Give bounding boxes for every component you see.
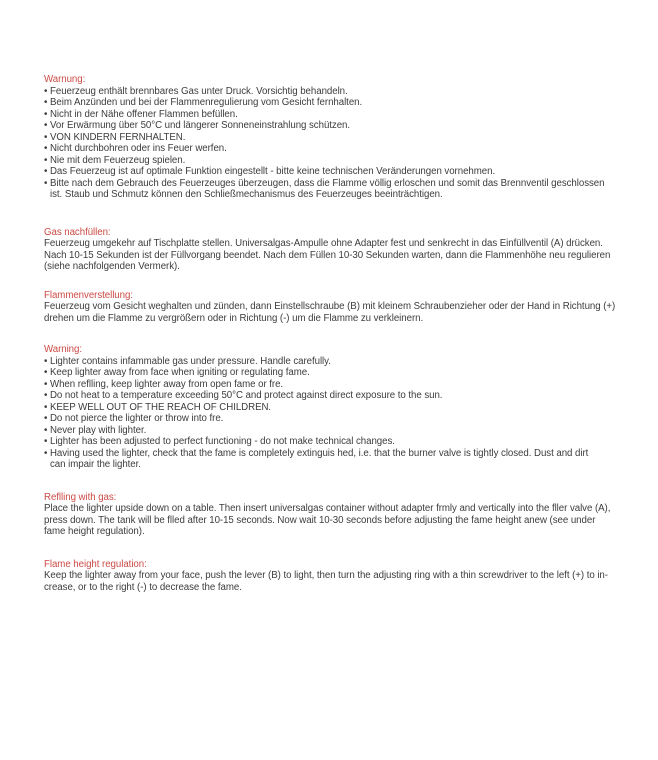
section-refilling-with-gas	[44, 492, 620, 538]
text-line: • Das Feuerzeug ist auf optimale Funktion eingestellt - bitte keine technischen Veränderungen vornehmen.	[44, 166, 496, 177]
section-lines-flammenverstellung	[44, 301, 620, 324]
text-line: ist. Staub und Schmutz können den Schließmechanismus des Feuerzeuges beeinträchtigen.	[50, 189, 443, 200]
text-line: • KEEP WELL OUT OF THE REACH OF CHILDREN.	[44, 401, 272, 413]
text-line: • Beim Anzünden und bei der Flammenregulierung vom Gesicht fernhalten.	[44, 97, 363, 108]
text-line: Keep the lighter away from your face, push the lever (B) to light, then turn the adjusting ring with a thin screwdriver to the left (+) to in-	[44, 570, 608, 581]
text-line: can impair the lighter.	[50, 459, 141, 470]
section-heading-gas-nachfuellen: Gas nachfüllen:	[44, 226, 111, 238]
text-line: • Do not heat to a temperature exceeding 50°C and protect against direct exposure to the sun.	[44, 390, 443, 401]
text-line: • Keep lighter away from face when igniting or regulating fame.	[44, 367, 310, 378]
text-line: • Vor Erwärmung über 50°C und längerer Sonneneinstrahlung schützen.	[44, 120, 351, 131]
text-line: • Nie mit dem Feuerzeug spielen.	[44, 154, 186, 166]
section-heading-refilling-with-gas: Reflling with gas:	[44, 491, 117, 503]
section-heading-warning-en: Warning:	[44, 344, 83, 355]
section-flammenverstellung	[44, 290, 620, 325]
text-line: Feuerzeug umgekehr auf Tischplatte stellen. Universalgas-Ampulle ohne Adapter fest und senkrecht in das Einfüllventil (A) drücken.	[44, 238, 603, 249]
section-lines-gas-nachfuellen	[44, 238, 620, 273]
section-lines-refilling-with-gas	[44, 503, 620, 538]
text-line: Nach 10-15 Sekunden ist der Füllvorgang beendet. Nach dem Füllen 10-30 Sekunden warten, dann die Flammenhöhe neu regulieren	[44, 249, 611, 261]
text-line: • Lighter contains infammable gas under pressure. Handle carefully.	[44, 355, 331, 367]
section-lines-warning-en	[44, 356, 620, 471]
section-heading-flammenverstellung: Flammenverstellung:	[44, 289, 133, 301]
text-line: drehen um die Flamme zu vergrößern oder in Richtung (-) um die Flamme zu verkleinern.	[44, 312, 424, 324]
text-line: • Having used the lighter, check that the fame is completely extinguis hed, i.e. that the burner valve is tightly closed. Dust and dirt	[44, 447, 589, 459]
text-line: • Lighter has been adjusted to perfect functioning - do not make technical changes.	[44, 436, 395, 447]
section-warning-en	[44, 344, 620, 471]
section-warnung-de	[44, 74, 620, 201]
document-body	[44, 74, 620, 593]
text-line: crease, or to the right (-) to decrease the fame.	[44, 581, 242, 593]
text-line: • Feuerzeug enthält brennbares Gas unter Druck. Vorsichtig behandeln.	[44, 85, 348, 97]
section-heading-warnung-de: Warnung:	[44, 74, 86, 85]
text-line: Feuerzeug vom Gesicht weghalten und zünden, dann Einstellschraube (B) mit kleinem Schraubenzieher oder der Hand in Richtung (+)	[44, 301, 616, 312]
section-flame-height-regulation	[44, 559, 620, 594]
text-line: • Nicht durchbohren oder ins Feuer werfen.	[44, 143, 227, 154]
text-line: press down. The tank will be flled after 10-15 seconds. Now wait 10-30 seconds before adjusting the fame height anew (see under	[44, 514, 596, 526]
text-line: • Do not pierce the lighter or throw into fre.	[44, 413, 224, 424]
text-line: (siehe nachfolgenden Vermerk).	[44, 261, 180, 272]
text-line: • VON KINDERN FERNHALTEN.	[44, 131, 186, 143]
section-gas-nachfuellen	[44, 227, 620, 273]
text-line: fame height regulation).	[44, 526, 145, 537]
text-line: • When reflling, keep lighter away from open fame or fre.	[44, 378, 284, 390]
text-line: • Nicht in der Nähe offener Flammen befüllen.	[44, 108, 238, 120]
section-heading-flame-height-regulation: Flame height regulation:	[44, 558, 147, 570]
text-line: Place the lighter upside down on a table. Then insert universalgas container without adapter frmly and vertically into the fller valve (A),	[44, 503, 611, 514]
text-line: • Bitte nach dem Gebrauch des Feuerzeuges überzeugen, dass die Flamme völlig erloschen und somit das Brennventil geschlossen	[44, 177, 605, 189]
section-lines-warnung-de	[44, 86, 620, 201]
text-line: • Never play with lighter.	[44, 424, 147, 436]
section-lines-flame-height-regulation	[44, 570, 620, 593]
